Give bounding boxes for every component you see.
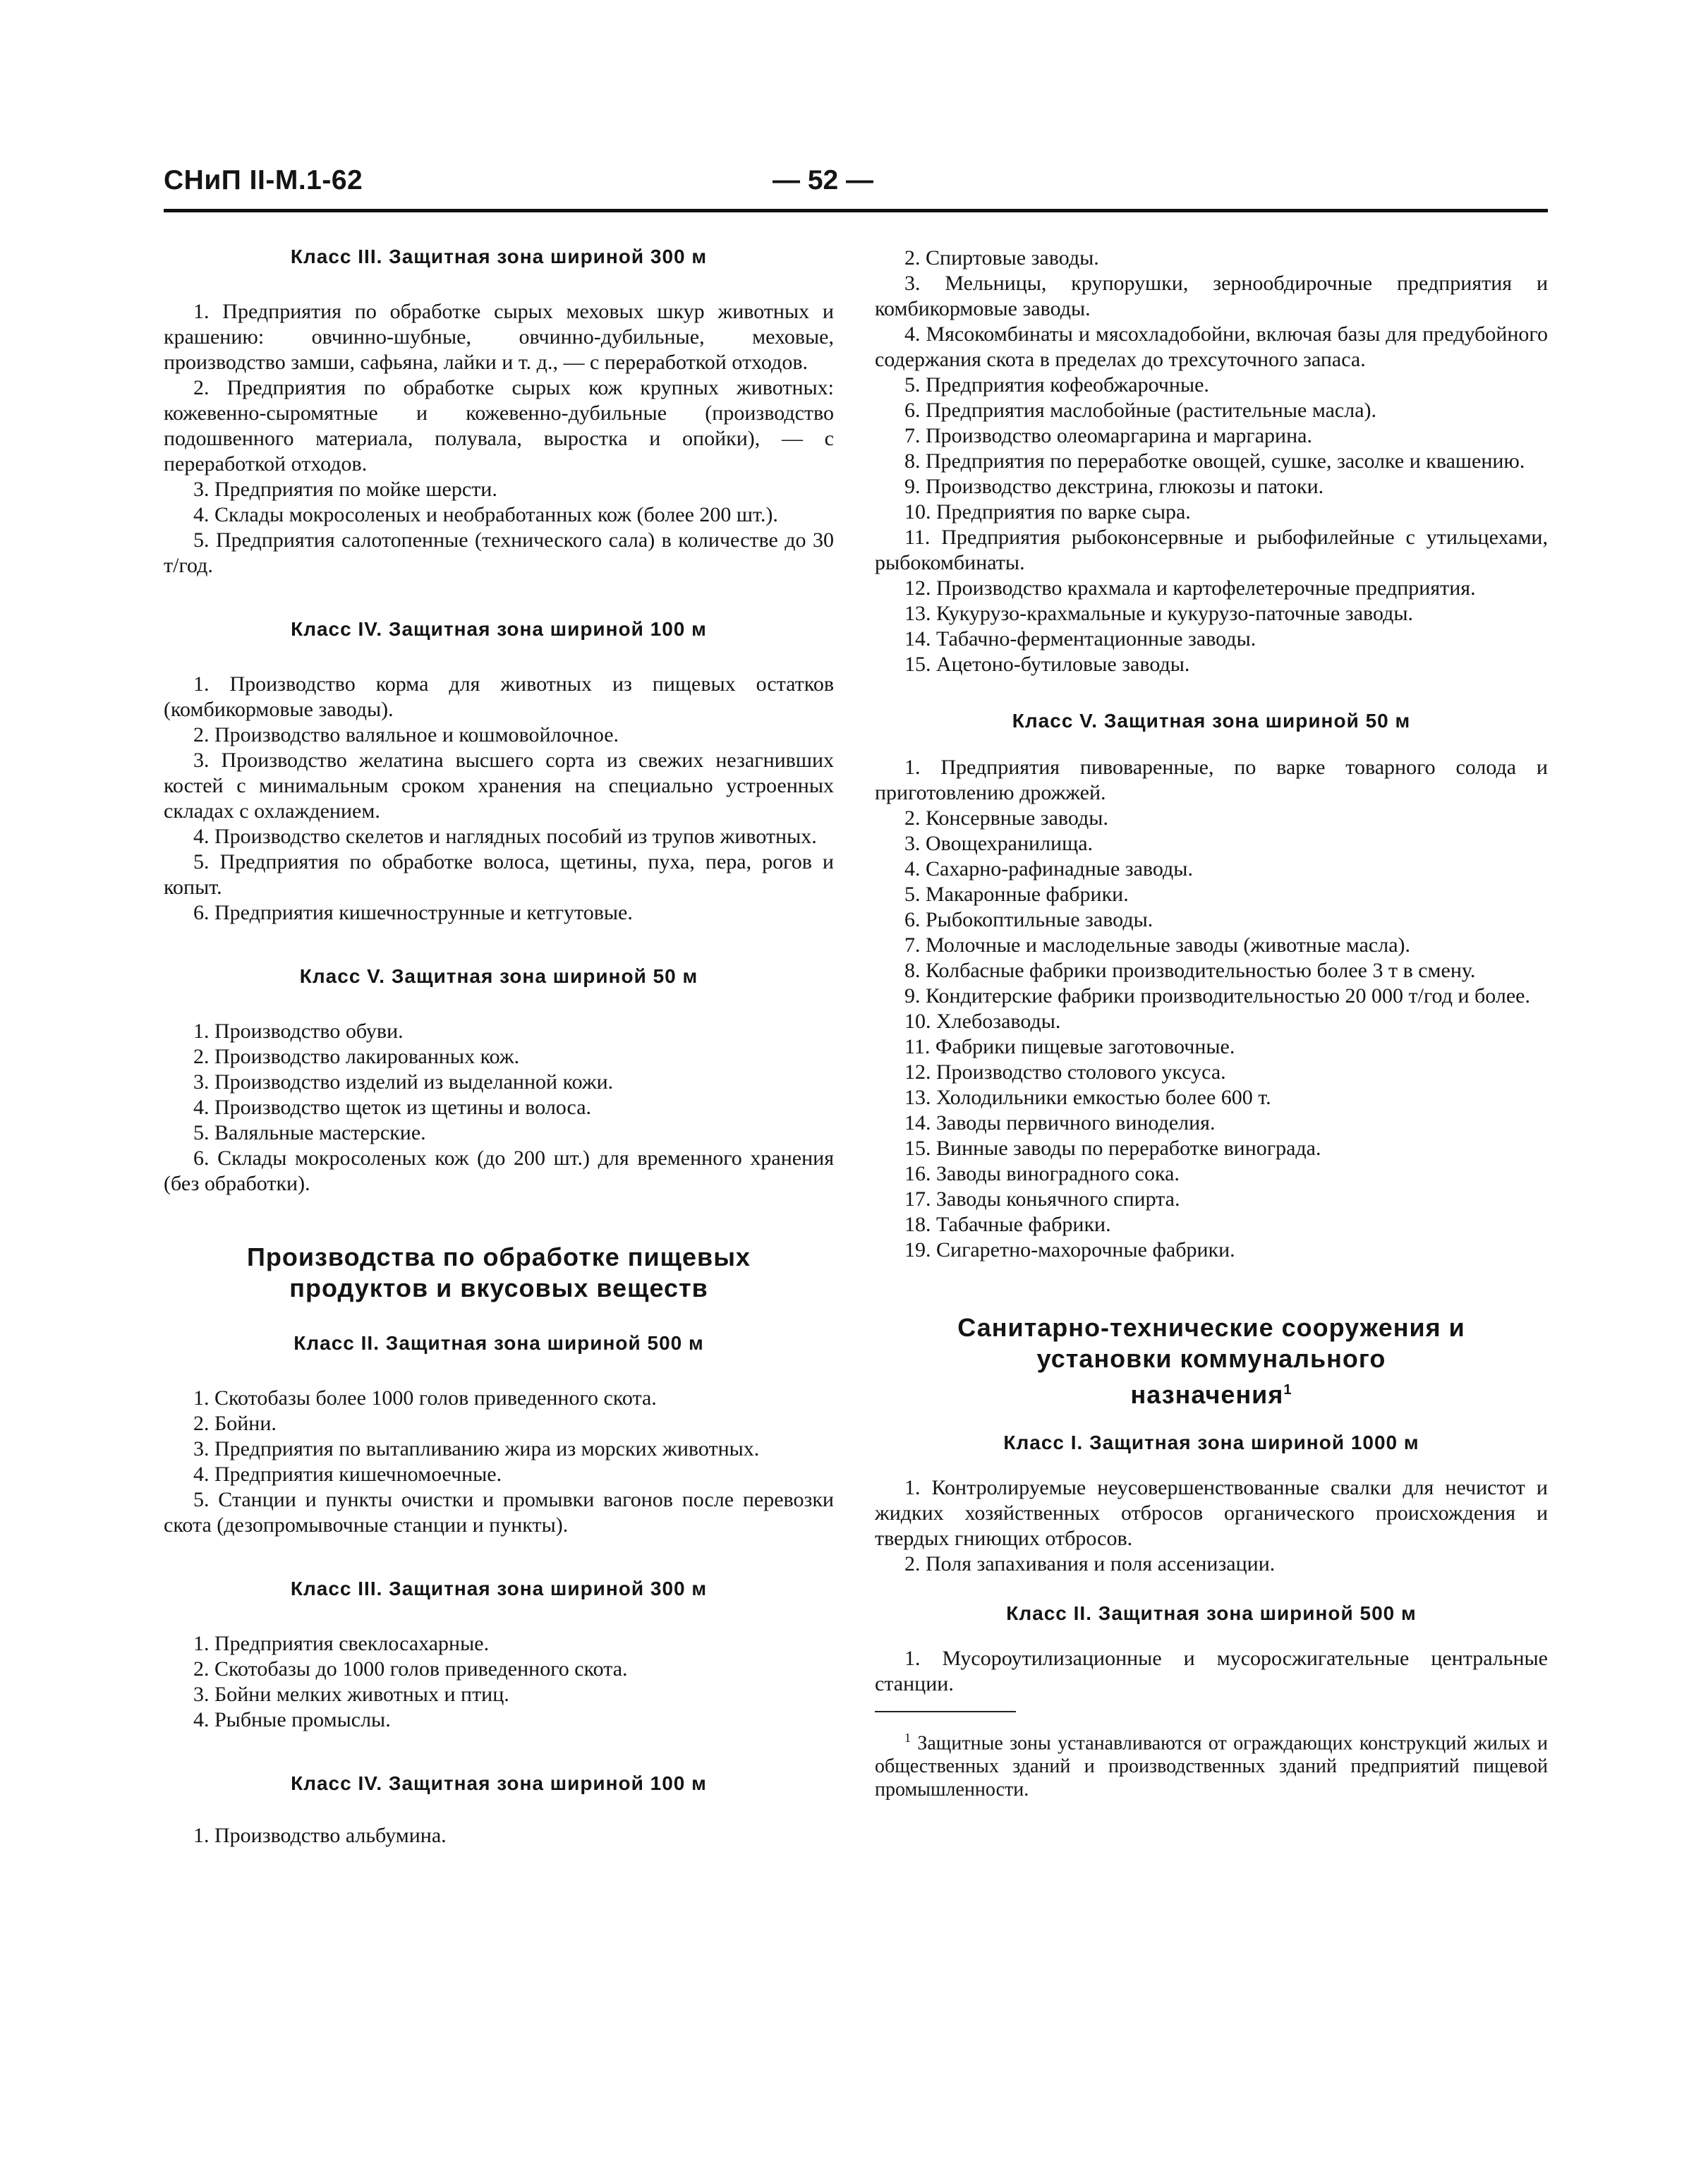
footnote-text: Защитные зоны устанавливаются от ограждающих конструкций жилых и общественных зданий и производственных зданий предприятий пищевой промышленности.: [875, 1732, 1548, 1801]
list-item: 13. Холодильники емкостью более 600 т.: [904, 1086, 1271, 1109]
section-title: [875, 1312, 1548, 1410]
san-class1-title: Класс I. Защитная зона шириной 1000 м: [1003, 1432, 1419, 1453]
list-item: 2. Консервные заводы.: [904, 806, 1108, 830]
footnote-ref: 1: [1283, 1382, 1292, 1398]
list-item: 18. Табачные фабрики.: [904, 1213, 1111, 1236]
list-item: 2. Бойни.: [193, 1412, 277, 1435]
list-item: 1. Предприятия по обработке сырых меховых шкур животных и крашению: овчинно-шубные, овчинно-дубильные, меховые, производство замши, сафьяна, лайки и т. д., — с переработкой отходов.: [164, 300, 834, 374]
list-item: 3. Производство изделий из выделанной кожи.: [193, 1070, 614, 1094]
list-item: 2. Спиртовые заводы.: [904, 246, 1099, 270]
list-item: 6. Предприятия маслобойные (растительные масла).: [904, 399, 1377, 422]
food-class2-title: Класс II. Защитная зона шириной 500 м: [293, 1332, 704, 1354]
list-item: 5. Предприятия кофеобжарочные.: [904, 373, 1209, 397]
list-item: 7. Производство олеомаргарина и маргарина.: [904, 424, 1312, 447]
class4-block: [164, 618, 834, 926]
list-item: 14. Табачно-ферментационные заводы.: [904, 627, 1256, 651]
list-item: 6. Склады мокросоленых кож (до 200 шт.) для временного хранения (без обработки).: [164, 1146, 834, 1195]
list-item: 1. Производство обуви.: [193, 1020, 404, 1043]
list-item: 1. Предприятия свеклосахарные.: [193, 1632, 490, 1655]
list-item: 5. Валяльные мастерские.: [193, 1121, 426, 1144]
class4-title: Класс IV. Защитная зона шириной 100 м: [291, 618, 707, 640]
list-item: 9. Производство декстрина, глюкозы и патоки.: [904, 475, 1324, 498]
list-item: 4. Производство щеток из щетины и волоса.: [193, 1096, 592, 1119]
section-title: Производства по обработке пищевых продуктов и вкусовых веществ: [247, 1242, 751, 1302]
list-item: 5. Станции и пункты очистки и промывки вагонов после перевозки скота (дезопромывочные станции и пункты).: [164, 1488, 834, 1537]
list-item: 16. Заводы виноградного сока.: [904, 1162, 1180, 1185]
list-item: 8. Колбасные фабрики производительностью более 3 т в смену.: [904, 959, 1476, 982]
list-item: 7. Молочные и маслодельные заводы (животные масла).: [904, 933, 1411, 957]
food-class4-title: Класс IV. Защитная зона шириной 100 м: [291, 1772, 707, 1794]
list-item: 1. Мусороутилизационные и мусоросжигательные центральные станции.: [875, 1647, 1548, 1695]
list-item: 15. Винные заводы по переработке винограда.: [904, 1137, 1321, 1160]
list-item: 5. Предприятия салотопенные (технического сала) в количестве до 30 т/год.: [164, 528, 834, 577]
class5-block: [164, 965, 834, 1197]
footnote-block: [875, 1711, 1548, 1801]
list-item: 1. Предприятия пивоваренные, по варке товарного солода и приготовлению дрожжей.: [875, 756, 1548, 804]
list-item: 4. Мясокомбинаты и мясохладобойни, включая базы для предубойного содержания скота в пределах до трехсуточного запаса.: [875, 322, 1548, 371]
food-class5-list: [875, 755, 1548, 1263]
food-class5-title: Класс V. Защитная зона шириной 50 м: [1012, 710, 1411, 732]
san-class2-title: Класс II. Защитная зона шириной 500 м: [1006, 1602, 1417, 1624]
list-item: 19. Сигаретно-махорочные фабрики.: [904, 1238, 1235, 1262]
page-number: — 52 —: [773, 165, 874, 195]
list-item: 1. Скотобазы более 1000 голов приведенного скота.: [193, 1386, 657, 1410]
list-item: 3. Овощехранилища.: [904, 832, 1094, 855]
list-item: 14. Заводы первичного виноделия.: [904, 1111, 1216, 1135]
list-item: 12. Производство столового уксуса.: [904, 1060, 1226, 1084]
list-item: 2. Производство лакированных кож.: [193, 1045, 520, 1068]
san-class1-list: [875, 1475, 1548, 1577]
food-class3-title: Класс III. Защитная зона шириной 300 м: [290, 1578, 708, 1599]
section-title-text: Санитарно-технические сооружения и установки коммунального назначения: [957, 1313, 1465, 1409]
list-item: 13. Кукурузо-крахмальные и кукурузо-паточные заводы.: [904, 602, 1414, 625]
list-item: 8. Предприятия по переработке овощей, сушке, засолке и квашению.: [904, 449, 1525, 473]
list-item: 5. Макаронные фабрики.: [904, 883, 1129, 906]
list-item: 1. Производство альбумина.: [193, 1824, 447, 1847]
list-item: 2. Предприятия по обработке сырых кож крупных животных: кожевенно-сыромятные и кожевенно-дубильные (производство подошвенного материала, полувала, выростка и опойки), — с переработкой отходов.: [164, 376, 834, 476]
food-class2-list: [164, 1386, 834, 1538]
sanitary-section: [875, 1312, 1548, 1697]
list-item: 10. Хлебозаводы.: [904, 1010, 1061, 1033]
list-item: 15. Ацетоно-бутиловые заводы.: [904, 653, 1190, 676]
list-item: 4. Склады мокросоленых и необработанных кож (более 200 шт.).: [193, 503, 778, 526]
document-code: СНиП II-М.1-62: [164, 165, 363, 195]
class5-list: [164, 1019, 834, 1197]
list-item: 17. Заводы коньячного спирта.: [904, 1187, 1180, 1211]
list-item: 6. Рыбокоптильные заводы.: [904, 908, 1153, 931]
list-item: 3. Предприятия по вытапливанию жира из морских животных.: [193, 1437, 760, 1460]
list-item: 3. Предприятия по мойке шерсти.: [193, 478, 497, 501]
class3-block: [164, 246, 834, 579]
food-section: [164, 1242, 834, 1538]
food-class4-block: [164, 1772, 834, 1849]
right-column: [875, 246, 1548, 1801]
left-column: [164, 246, 834, 1849]
list-item: 1. Контролируемые неусовершенствованные свалки для нечистот и жидких хозяйственных отбросов органического происхождения и твердых гниющих отбросов.: [875, 1476, 1548, 1550]
list-item: 3. Производство желатина высшего сорта из свежих незагнивших костей с минимальным сроком хранения на специально устроенных складах с охлаждением.: [164, 749, 834, 823]
list-item: 9. Кондитерские фабрики производительностью 20 000 т/год и более.: [904, 984, 1530, 1008]
food-class3-block: [164, 1578, 834, 1733]
footnote: [875, 1726, 1548, 1801]
list-item: 11. Фабрики пищевые заготовочные.: [904, 1035, 1235, 1058]
list-item: 2. Производство валяльное и кошмовойлочное.: [193, 723, 619, 746]
food-class3-list: [164, 1631, 834, 1733]
list-item: 1. Производство корма для животных из пищевых остатков (комбикормовые заводы).: [164, 672, 834, 721]
list-item: 4. Сахарно-рафинадные заводы.: [904, 857, 1193, 881]
list-item: 12. Производство крахмала и картофелетерочные предприятия.: [904, 576, 1476, 600]
list-item: 4. Производство скелетов и наглядных пособий из трупов животных.: [193, 825, 817, 848]
footnote-mark: 1: [904, 1731, 911, 1745]
list-item: 4. Рыбные промыслы.: [193, 1708, 391, 1731]
food-class5-block: [875, 710, 1548, 1263]
list-item: 10. Предприятия по варке сыра.: [904, 500, 1191, 524]
class5-title: Класс V. Защитная зона шириной 50 м: [299, 965, 698, 987]
class3-list: [164, 299, 834, 579]
list-item: 5. Предприятия по обработке волоса, щетины, пуха, пера, рогов и копыт.: [164, 850, 834, 899]
list-item: 11. Предприятия рыбоконсервные и рыбофилейные с утильцехами, рыбокомбинаты.: [875, 526, 1548, 574]
list-item: 2. Скотобазы до 1000 голов приведенного скота.: [193, 1657, 628, 1681]
class3-title: Класс III. Защитная зона шириной 300 м: [290, 246, 708, 267]
list-item: 4. Предприятия кишечномоечные.: [193, 1463, 502, 1486]
class4-list: [164, 672, 834, 926]
san-class2-list: [875, 1646, 1548, 1697]
header-rule: [164, 209, 1548, 212]
list-item: 3. Бойни мелких животных и птиц.: [193, 1683, 509, 1706]
footnote-rule: [875, 1711, 1016, 1712]
food-class4-list: [164, 1823, 834, 1849]
list-item: 6. Предприятия кишечнострунные и кетгутовые.: [193, 901, 633, 924]
list-item: 3. Мельницы, крупорушки, зернообдирочные предприятия и комбикормовые заводы.: [875, 272, 1548, 320]
list-item: 2. Поля запахивания и поля ассенизации.: [904, 1552, 1276, 1575]
food-class4-continued: [875, 246, 1548, 677]
